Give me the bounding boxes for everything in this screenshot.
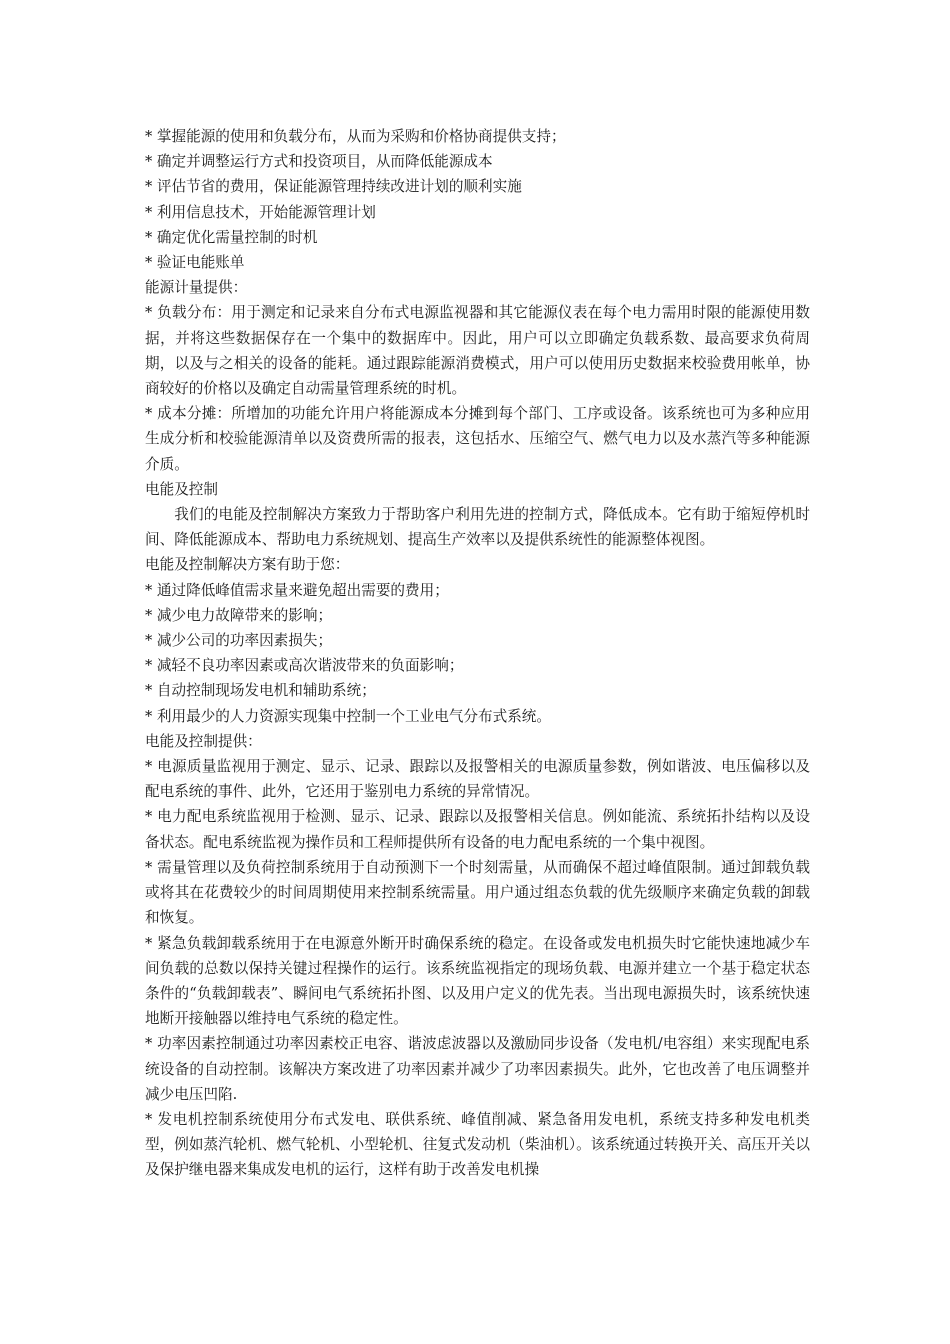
section-heading: 电能及控制	[145, 480, 218, 498]
bullet-paragraph: * 需量管理以及负荷控制系统用于自动预测下一个时刻需量，从而确保不超过峰值限制。通过卸载负载或将其在花费较少的时间周期使用来控制系统需量。用户通过组态负载的优先级顺序来确定负载的卸载和恢复。	[145, 858, 810, 927]
bullet-line: * 评估节省的费用，保证能源管理持续改进计划的顺利实施	[145, 178, 522, 196]
bullet-paragraph: * 发电机控制系统使用分布式发电、联供系统、峰值削减、紧急备用发电机，系统支持多种发电机类型，例如蒸汽轮机、燃气轮机、小型轮机、往复式发动机（柴油机）。该系统通过转换开关、高压开关以及保护继电器来集成发电机的运行，这样有助于改善发电机操	[145, 1110, 810, 1179]
bullet-line: * 利用信息技术，开始能源管理计划	[145, 203, 376, 221]
bullet-line: * 验证电能账单	[145, 254, 245, 272]
bullet-paragraph: * 负载分布：用于测定和记录来自分布式电源监视器和其它能源仪表在每个电力需用时限的能源使用数据，并将这些数据保存在一个集中的数据库中。因此，用户可以立即确定负载系数、最高要求负荷周期，以及与之相关的设备的能耗。通过跟踪能源消费模式，用户可以使用历史数据来校验费用帐单，协商较好的价格以及确定自动需量管理系统的时机。	[145, 304, 810, 398]
section-heading: 电能及控制提供：	[145, 732, 262, 750]
bullet-line: * 确定优化需量控制的时机	[145, 228, 318, 246]
bullet-line: * 通过降低峰值需求量来避免超出需要的费用；	[145, 581, 449, 599]
bullet-paragraph: * 功率因素控制通过功率因素校正电容、谐波虑波器以及激励同步设备（发电机/电容组）来实现配电系统设备的自动控制。该解决方案改进了功率因素并减少了功率因素损失。此外，它也改善了电压调整并减少电压凹陷.	[145, 1035, 810, 1103]
bullet-line: * 利用最少的人力资源实现集中控制一个工业电气分布式系统。	[145, 707, 551, 725]
document-body	[145, 124, 810, 1183]
bullet-line: * 减轻不良功率因素或高次谐波带来的负面影响；	[145, 657, 464, 675]
bullet-paragraph: * 紧急负载卸载系统用于在电源意外断开时确保系统的稳定。在设备或发电机损失时它能快速地减少车间负载的总数以保持关键过程操作的运行。该系统监视指定的现场负载、电源并建立一个基于稳定状态条件的“负载卸载表”、瞬间电气系统拓扑图、以及用户定义的优先表。当出现电源损失时，该系统快速地断开接触器以维持电气系统的稳定性。	[145, 934, 810, 1028]
bullet-line: * 自动控制现场发电机和辅助系统；	[145, 682, 376, 700]
bullet-line: * 确定并调整运行方式和投资项目，从而降低能源成本	[145, 153, 493, 171]
bullet-line: * 掌握能源的使用和负载分布，从而为采购和价格协商提供支持；	[145, 128, 566, 145]
bullet-paragraph: * 电力配电系统监视用于检测、显示、记录、跟踪以及报警相关信息。例如能流、系统拓扑结构以及设备状态。配电系统监视为操作员和工程师提供所有设备的电力配电系统的一个集中视图。	[145, 808, 810, 851]
bullet-line: * 减少公司的功率因素损失；	[145, 632, 333, 650]
section-heading: 电能及控制解决方案有助于您：	[145, 556, 350, 574]
intro-paragraph: 我们的电能及控制解决方案致力于帮助客户利用先进的控制方式，降低成本。它有助于缩短停机时间、降低能源成本、帮助电力系统规划、提高生产效率以及提供系统性的能源整体视图。	[145, 506, 810, 549]
bullet-line: * 减少电力故障带来的影响；	[145, 606, 333, 624]
bullet-paragraph: * 成本分摊：所增加的功能允许用户将能源成本分摊到每个部门、工序或设备。该系统也可为多种应用生成分析和校验能源清单以及资费所需的报表，这包括水、压缩空气、燃气电力以及水蒸汽等多种能源介质。	[145, 405, 810, 473]
section-heading: 能源计量提供：	[145, 279, 248, 297]
bullet-paragraph: * 电源质量监视用于测定、显示、记录、跟踪以及报警相关的电源质量参数，例如谐波、电压偏移以及配电系统的事件、此外，它还用于鉴别电力系统的异常情况。	[145, 758, 810, 801]
